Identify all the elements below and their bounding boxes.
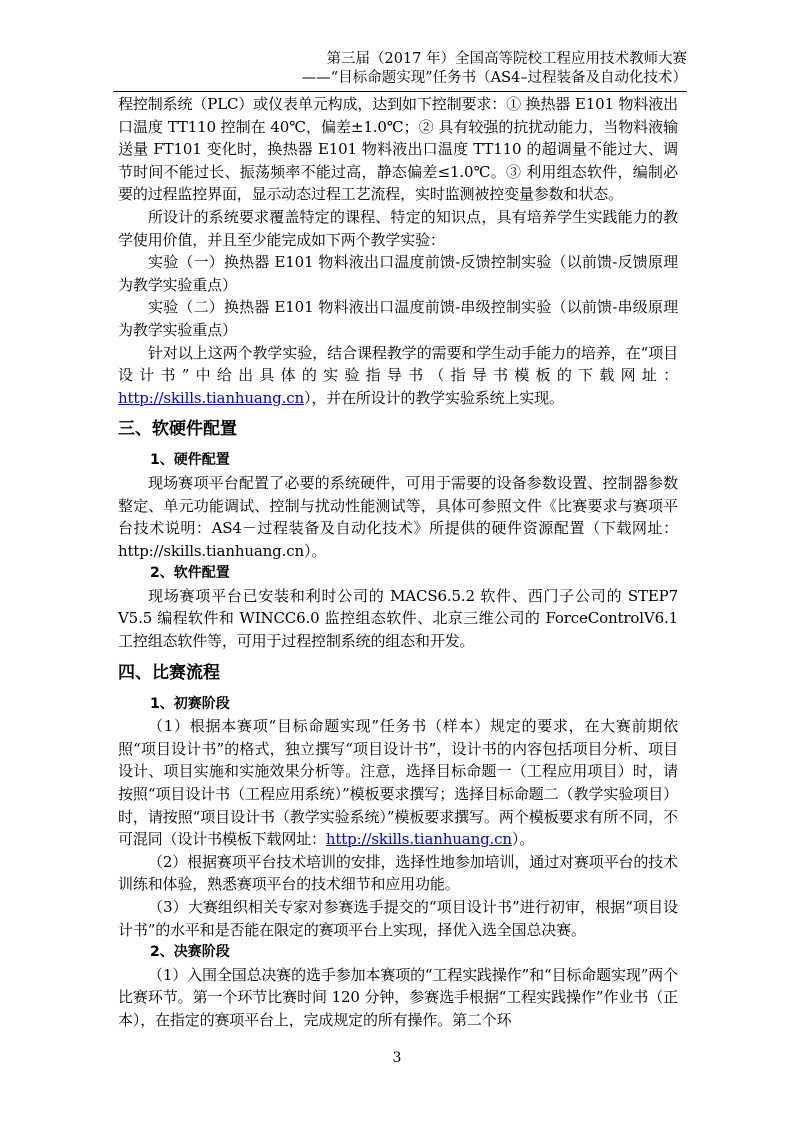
subsection-heading: 2、软件配置 xyxy=(150,565,230,582)
prelim-paragraph xyxy=(118,715,678,851)
subsection-heading: 1、初赛阶段 xyxy=(150,695,230,712)
page-number: 3 xyxy=(392,1050,402,1066)
section-heading: 三、软硬件配置 xyxy=(118,419,237,440)
paragraph-text: 针对以上这两个教学实验，结合课程教学的需要和学生动手能力的培养，在“项目设计书”中给出具体的实验指导书（指导书模板的下载网址： xyxy=(118,343,678,385)
paragraph-text: ），并在所设计的教学实验系统上实现。 xyxy=(304,388,564,407)
paragraph-text: （1）根据本赛项“目标命题实现”任务书（样本）规定的要求，在大赛前期依照“项目设计书”的格式，独立撰写“项目设计书”，设计书的内容包括项目分析、项目设计、项目实施和实施效果分析等。注意，选择目标命题一（工程应用项目）时，请按照“项目设计书（工程应用系统）”模板要求撰写；选择目标命题二（教学实验项目）时，请按照“项目设计书（教学实验系统）”模板要求撰写。两个模板要求有所不同，不可混同（设计书模板下载网址： xyxy=(118,717,678,849)
software-paragraph: 现场赛项平台已安装和利时公司的 MACS6.5.2 软件、西门子公司的 STEP7 V5.5 编程软件和 WINCC6.0 监控组态软件、北京三维公司的 ForceControlV6.1 工控组态软件等，可用于过程控制系统的组态和开发。 xyxy=(118,586,678,651)
page-header xyxy=(113,50,687,88)
final-paragraph: （1）入围全国总决赛的选手参加本赛项的“工程实践操作”和“目标命题实现”两个比赛环节。第一个环节比赛时间 120 分钟，参赛选手根据“工程实践操作”作业书（正本），在指定的赛项平台上，完成规定的所有操作。第二个环 xyxy=(118,965,678,1029)
prelim-paragraph: （2）根据赛项平台技术培训的安排，选择性地参加培训，通过对赛项平台的技术训练和体验，熟悉赛项平台的技术细节和应用功能。 xyxy=(118,852,678,894)
section-heading: 四、比赛流程 xyxy=(118,662,220,683)
header-subtitle: ——“目标命题实现”任务书（AS4–过程装备及自动化技术） xyxy=(301,70,687,86)
experiment-item: 实验（二）换热器 E101 物料液出口温度前馈-串级控制实验（以前馈-串级原理为教学实验重点） xyxy=(118,298,678,339)
subsection-heading: 1、硬件配置 xyxy=(150,452,230,469)
header-title: 第三届（2017 年）全国高等院校工程应用技术教师大赛 xyxy=(326,51,687,67)
header-divider xyxy=(113,91,687,92)
document-body xyxy=(118,93,678,1032)
intro-paragraph: 所设计的系统要求覆盖特定的课程、特定的知识点，具有培养学生实践能力的教学使用价值，并且至少能完成如下两个教学实验： xyxy=(118,207,678,249)
hardware-paragraph: 现场赛项平台配置了必要的系统硬件，可用于需要的设备参数设置、控制器参数整定、单元功能调试、控制与扰动性能测试等，具体可参照文件《比赛要求与赛项平台技术说明：AS4－过程装备及自动化技术》所提供的硬件资源配置（下载网址：http://skills.tianhuang.cn）。 xyxy=(118,473,678,560)
subsection-heading: 2、决赛阶段 xyxy=(150,944,230,961)
prelim-paragraph: （3）大赛组织相关专家对参赛选手提交的“项目设计书”进行初审，根据“项目设计书”的水平和是否能在限定的赛项平台上实现，择优入选全国总决赛。 xyxy=(118,898,678,939)
download-link[interactable]: http://skills.tianhuang.cn xyxy=(325,830,512,849)
paragraph-text: ）。 xyxy=(511,830,535,849)
download-link[interactable]: http://skills.tianhuang.cn xyxy=(118,388,305,407)
intro-paragraph xyxy=(118,342,678,410)
experiment-item: 实验（一）换热器 E101 物料液出口温度前馈-反馈控制实验（以前馈-反馈原理为教学实验重点） xyxy=(118,253,678,294)
intro-paragraph: 程控制系统（PLC）或仪表单元构成，达到如下控制要求：① 换热器 E101 物料液出口温度 TT110 控制在 40℃，偏差±1.0℃；② 具有较强的抗扰动能力，当物料液输送量 FT101 变化时，换热器 E101 物料液出口温度 TT110 的超调量不能过大、调节时间不能过长、振荡频率不能过高，静态偏差≤1.0℃。③ 利用组态软件，编制必要的过程监控界面，显示动态过程工艺流程，实时监测被控变量参数和状态。 xyxy=(118,95,678,204)
